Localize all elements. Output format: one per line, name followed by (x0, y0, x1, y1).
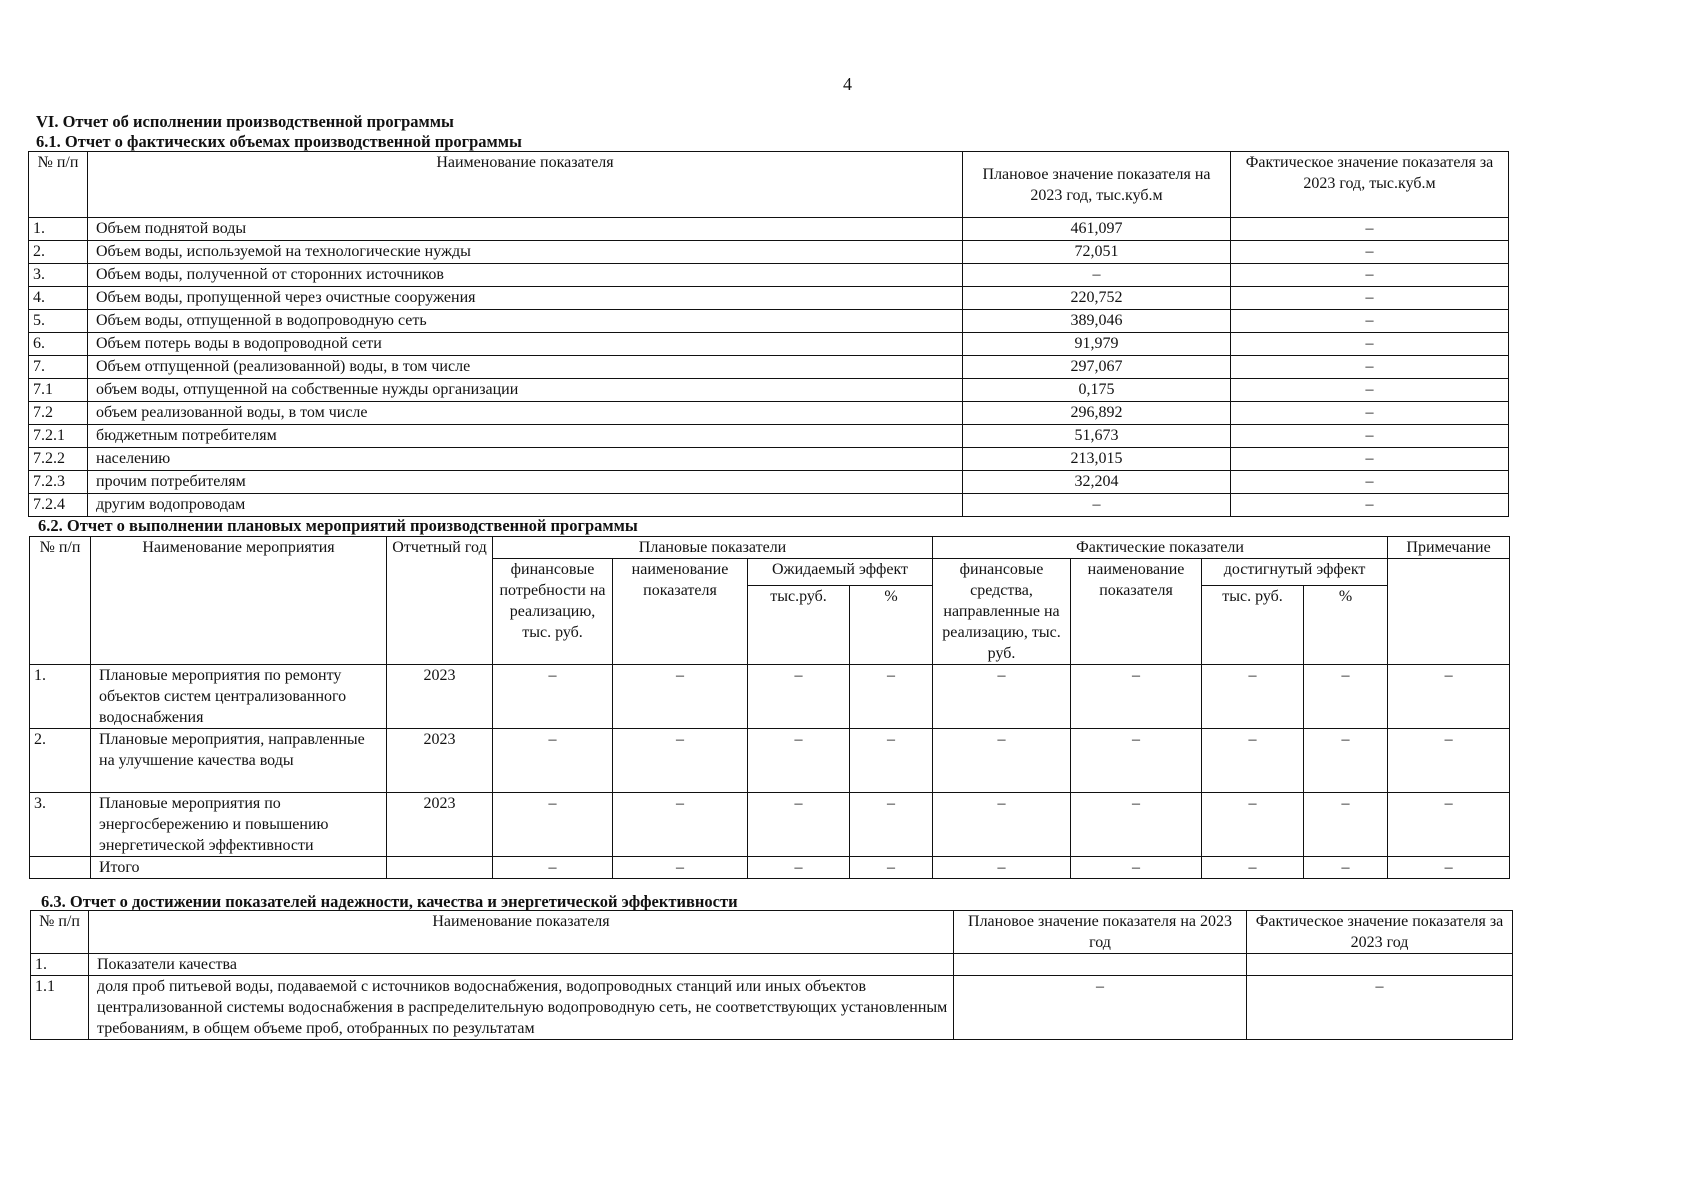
header-fact-indicator: наименование показателя (1071, 559, 1202, 665)
report-year: 2023 (387, 665, 493, 729)
header-expected-effect: Ожидаемый эффект (748, 559, 933, 586)
measure-name: Итого (91, 857, 387, 879)
header-fact-value: Фактическое значение показателя за 2023 год (1247, 911, 1513, 954)
row-number: 7.2.1 (29, 425, 88, 448)
header-note-empty (1388, 559, 1510, 665)
header-indicator-name: Наименование показателя (89, 911, 954, 954)
table-row (31, 954, 1513, 976)
header-achieved-effect: достигнутый эффект (1202, 559, 1388, 586)
table-2-title: 6.2. Отчет о выполнении плановых мероприятий производственной программы (38, 516, 638, 535)
table-actual-volumes (28, 151, 1509, 517)
header-plan-pct: % (850, 586, 933, 665)
plan-effect-pct: – (850, 665, 933, 729)
header-plan-value: Плановое значение показателя на 2023 год, тыс.куб.м (963, 152, 1231, 218)
table-1-title: 6.1. Отчет о фактических объемах производственной программы (36, 132, 522, 151)
report-year (387, 857, 493, 879)
indicator-name: Объем отпущенной (реализованной) воды, в том числе (88, 356, 963, 379)
plan-value: 297,067 (963, 356, 1231, 379)
plan-indicator-value: – (613, 857, 748, 879)
plan-indicator-value: – (613, 729, 748, 793)
header-plan-group: Плановые показатели (493, 537, 933, 559)
plan-value: 91,979 (963, 333, 1231, 356)
table-row (29, 241, 1509, 264)
fact-effect-rub: – (1202, 665, 1304, 729)
table-header-row (31, 911, 1513, 954)
header-measure-name: Наименование мероприятия (91, 537, 387, 665)
header-plan-indicator: наименование показателя (613, 559, 748, 665)
indicator-name: Показатели качества (89, 954, 954, 976)
fact-value: – (1231, 356, 1509, 379)
fact-value: – (1231, 425, 1509, 448)
row-number: 6. (29, 333, 88, 356)
indicator-name: Объем потерь воды в водопроводной сети (88, 333, 963, 356)
row-number: 5. (29, 310, 88, 333)
note-value: – (1388, 729, 1510, 793)
plan-finance-value: – (493, 665, 613, 729)
row-number: 2. (29, 241, 88, 264)
fact-effect-rub: – (1202, 857, 1304, 879)
indicator-name: объем реализованной воды, в том числе (88, 402, 963, 425)
plan-value: 296,892 (963, 402, 1231, 425)
indicator-name: населению (88, 448, 963, 471)
table-row (29, 218, 1509, 241)
measure-name: Плановые мероприятия по ремонту объектов систем централизованного водоснабжения (91, 665, 387, 729)
table-row (29, 471, 1509, 494)
fact-finance-value: – (933, 729, 1071, 793)
fact-indicator-value: – (1071, 729, 1202, 793)
plan-indicator-value: – (613, 793, 748, 857)
fact-value (1247, 954, 1513, 976)
indicator-name: Объем воды, пропущенной через очистные сооружения (88, 287, 963, 310)
header-num: № п/п (30, 537, 91, 665)
indicator-name: Объем воды, полученной от сторонних источников (88, 264, 963, 287)
table-row (30, 665, 1510, 729)
fact-value: – (1231, 310, 1509, 333)
header-num: № п/п (29, 152, 88, 218)
table-row (29, 448, 1509, 471)
table-planned-measures (29, 536, 1510, 879)
plan-finance-value: – (493, 857, 613, 879)
plan-indicator-value: – (613, 665, 748, 729)
table-row (29, 494, 1509, 517)
fact-value: – (1231, 379, 1509, 402)
note-value: – (1388, 857, 1510, 879)
row-number: 1. (29, 218, 88, 241)
plan-value: 220,752 (963, 287, 1231, 310)
table-row (31, 976, 1513, 1040)
table-row (29, 402, 1509, 425)
plan-effect-rub: – (748, 857, 850, 879)
fact-effect-pct: – (1304, 793, 1388, 857)
plan-effect-rub: – (748, 793, 850, 857)
plan-value: 72,051 (963, 241, 1231, 264)
table-row (29, 264, 1509, 287)
header-plan-rub: тыс.руб. (748, 586, 850, 665)
row-number (30, 857, 91, 879)
table-row (30, 857, 1510, 879)
row-number: 7.2.3 (29, 471, 88, 494)
fact-indicator-value: – (1071, 857, 1202, 879)
header-fact-value: Фактическое значение показателя за 2023 год, тыс.куб.м (1231, 152, 1509, 218)
indicator-name: объем воды, отпущенной на собственные нужды организации (88, 379, 963, 402)
measure-name: Плановые мероприятия по энергосбережению и повышению энергетической эффективности (91, 793, 387, 857)
row-number: 7.2.2 (29, 448, 88, 471)
row-number: 7.1 (29, 379, 88, 402)
header-fact-pct: % (1304, 586, 1388, 665)
table-reliability-indicators (30, 910, 1513, 1040)
report-year: 2023 (387, 729, 493, 793)
header-fact-finance: финансовые средства, направленные на реализацию, тыс. руб. (933, 559, 1071, 665)
plan-finance-value: – (493, 793, 613, 857)
fact-finance-value: – (933, 857, 1071, 879)
row-number: 7. (29, 356, 88, 379)
row-number: 7.2.4 (29, 494, 88, 517)
plan-effect-rub: – (748, 665, 850, 729)
report-year: 2023 (387, 793, 493, 857)
header-plan-value: Плановое значение показателя на 2023 год (954, 911, 1247, 954)
page-number: 4 (843, 74, 852, 94)
indicator-name: Объем поднятой воды (88, 218, 963, 241)
plan-value: 461,097 (963, 218, 1231, 241)
fact-indicator-value: – (1071, 793, 1202, 857)
plan-value: 0,175 (963, 379, 1231, 402)
indicator-name: Объем воды, отпущенной в водопроводную сеть (88, 310, 963, 333)
row-number: 2. (30, 729, 91, 793)
plan-value: – (963, 264, 1231, 287)
fact-value: – (1231, 333, 1509, 356)
table-row (29, 356, 1509, 379)
plan-value: 389,046 (963, 310, 1231, 333)
row-number: 1. (30, 665, 91, 729)
row-number: 1. (31, 954, 89, 976)
header-plan-finance: финансовые потребности на реализацию, тыс. руб. (493, 559, 613, 665)
row-number: 7.2 (29, 402, 88, 425)
plan-value: 51,673 (963, 425, 1231, 448)
fact-effect-rub: – (1202, 793, 1304, 857)
row-number: 4. (29, 287, 88, 310)
table-row (29, 425, 1509, 448)
plan-effect-rub: – (748, 729, 850, 793)
fact-finance-value: – (933, 793, 1071, 857)
plan-value: – (954, 976, 1247, 1040)
table-row (30, 793, 1510, 857)
fact-effect-pct: – (1304, 857, 1388, 879)
fact-value: – (1231, 264, 1509, 287)
plan-effect-pct: – (850, 729, 933, 793)
row-number: 3. (29, 264, 88, 287)
indicator-name: прочим потребителям (88, 471, 963, 494)
indicator-name: Объем воды, используемой на технологические нужды (88, 241, 963, 264)
fact-effect-pct: – (1304, 665, 1388, 729)
fact-indicator-value: – (1071, 665, 1202, 729)
section-title: VI. Отчет об исполнении производственной программы (36, 112, 454, 131)
measure-name: Плановые мероприятия, направленные на улучшение качества воды (91, 729, 387, 793)
plan-value (954, 954, 1247, 976)
plan-effect-pct: – (850, 857, 933, 879)
table-row (29, 379, 1509, 402)
indicator-name: другим водопроводам (88, 494, 963, 517)
header-indicator-name: Наименование показателя (88, 152, 963, 218)
table-header-row (30, 537, 1510, 559)
plan-value: – (963, 494, 1231, 517)
plan-value: 213,015 (963, 448, 1231, 471)
fact-value: – (1231, 218, 1509, 241)
table-row (30, 729, 1510, 793)
row-number: 1.1 (31, 976, 89, 1040)
note-value: – (1388, 793, 1510, 857)
fact-value: – (1231, 287, 1509, 310)
plan-effect-pct: – (850, 793, 933, 857)
fact-value: – (1247, 976, 1513, 1040)
indicator-name: бюджетным потребителям (88, 425, 963, 448)
table-row (29, 287, 1509, 310)
fact-value: – (1231, 448, 1509, 471)
fact-finance-value: – (933, 665, 1071, 729)
fact-effect-pct: – (1304, 729, 1388, 793)
fact-effect-rub: – (1202, 729, 1304, 793)
header-report-year: Отчетный год (387, 537, 493, 665)
fact-value: – (1231, 402, 1509, 425)
note-value: – (1388, 665, 1510, 729)
header-num: № п/п (31, 911, 89, 954)
header-note: Примечание (1388, 537, 1510, 559)
plan-finance-value: – (493, 729, 613, 793)
table-row (29, 310, 1509, 333)
header-fact-rub: тыс. руб. (1202, 586, 1304, 665)
fact-value: – (1231, 241, 1509, 264)
header-fact-group: Фактические показатели (933, 537, 1388, 559)
fact-value: – (1231, 494, 1509, 517)
row-number: 3. (30, 793, 91, 857)
table-3-title: 6.3. Отчет о достижении показателей надежности, качества и энергетической эффективности (41, 892, 738, 911)
plan-value: 32,204 (963, 471, 1231, 494)
indicator-name: доля проб питьевой воды, подаваемой с источников водоснабжения, водопроводных станций или иных объектов централизованной системы водоснабжения в распределительную водопроводную сеть, не соответствующих установленным требованиям, в общем объеме проб, отобранных по результатам (89, 976, 954, 1040)
table-header-row (29, 152, 1509, 218)
fact-value: – (1231, 471, 1509, 494)
table-row (29, 333, 1509, 356)
